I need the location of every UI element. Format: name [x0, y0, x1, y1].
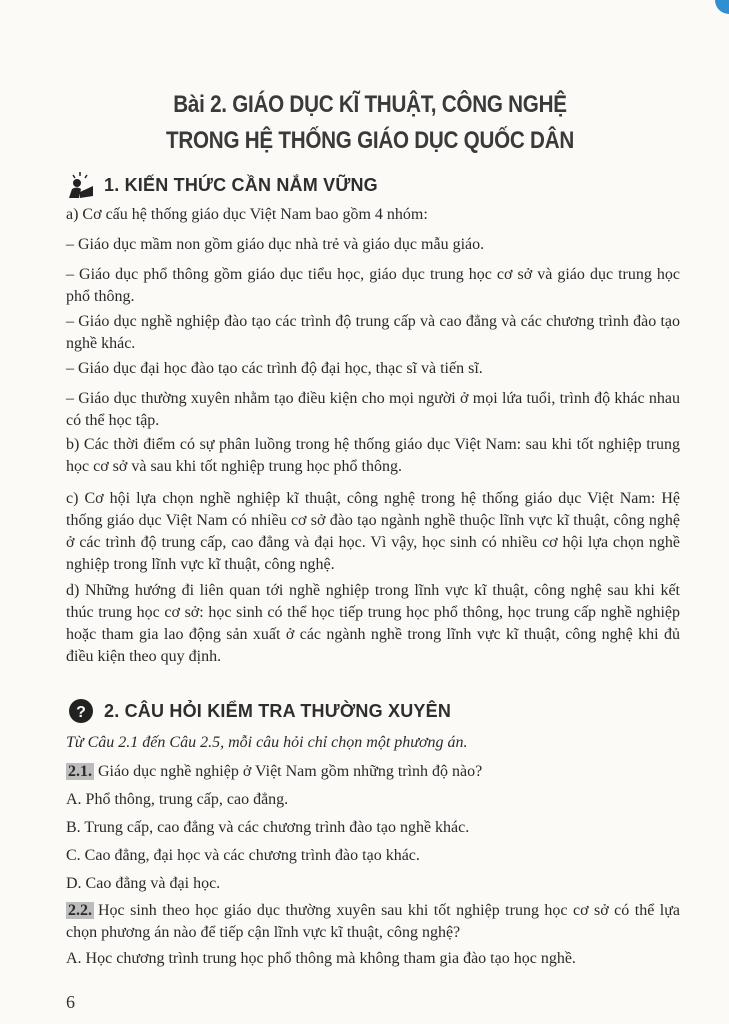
option-b: B. Trung cấp, cao đẳng và các chương trình đào tạo nghề khác.: [66, 819, 470, 836]
paragraph-c: c) Cơ hội lựa chọn nghề nghiệp kĩ thuật, công nghệ trong hệ thống giáo dục Việt Nam: Hệ thống giáo dục Việt Nam có nhiều cơ sở đào tạo ngành nghề thuộc lĩnh vực kĩ thuật, công nghệ ở các trình độ trung cấp, cao đẳng và đại học. Vì vậy, học sinh có nhiều cơ hội lựa chọn nghề nghiệp trong lĩnh vực kĩ thuật, công nghệ.: [66, 490, 680, 573]
question-mark-icon: [66, 696, 96, 726]
section-2-heading: [66, 696, 451, 726]
lesson-title-line-1: Bài 2. GIÁO DỤC KĨ THUẬT, CÔNG NGHỆ: [173, 91, 567, 118]
section-1-heading: [66, 170, 378, 200]
lesson-title-line-2: TRONG HỆ THỐNG GIÁO DỤC QUỐC DÂN: [166, 127, 574, 154]
question-number: 2.1.: [68, 763, 92, 780]
paragraph-dai-hoc: – Giáo dục đại học đào tạo các trình độ đại học, thạc sĩ và tiến sĩ.: [66, 360, 483, 377]
instruction-text: Từ Câu 2.1 đến Câu 2.5, mỗi câu hỏi chỉ chọn một phương án.: [66, 734, 468, 751]
question-2-2: [66, 900, 680, 944]
question-text: Học sinh theo học giáo dục thường xuyên sau khi tốt nghiệp trung học cơ sở có thể lựa chọn phương án nào để tiếp cận lĩnh vực kĩ thuật, công nghệ?: [66, 902, 680, 941]
section-1-heading-text: 1. KIẾN THỨC CẦN NẮM VỮNG: [104, 174, 378, 195]
paragraph-nghe-nghiep: – Giáo dục nghề nghiệp đào tạo các trình độ trung cấp và cao đẳng và các chương trình đào tạo nghề khác.: [66, 313, 680, 352]
option-a: A. Học chương trình trung học phổ thông mà không tham gia đào tạo học nghề.: [66, 950, 576, 967]
paragraph-b: b) Các thời điểm có sự phân luồng trong hệ thống giáo dục Việt Nam: sau khi tốt nghiệp trung học cơ sở và sau khi tốt nghiệp trung học phổ thông.: [66, 436, 680, 475]
question-text: Giáo dục nghề nghiệp ở Việt Nam gồm những trình độ nào?: [98, 763, 483, 780]
page-number: 6: [66, 992, 75, 1012]
paragraph-thuong-xuyen: – Giáo dục thường xuyên nhằm tạo điều kiện cho mọi người ở mọi lứa tuổi, trình độ khác nhau có thể học tập.: [66, 390, 680, 429]
option-d: D. Cao đẳng và đại học.: [66, 875, 221, 892]
page-corner-decoration: [715, 0, 729, 14]
question-number: 2.2.: [68, 902, 92, 919]
option-a: A. Phổ thông, trung cấp, cao đẳng.: [66, 791, 289, 808]
paragraph-mam-non: – Giáo dục mầm non gồm giáo dục nhà trẻ và giáo dục mẫu giáo.: [66, 236, 485, 253]
reading-person-icon: [66, 170, 96, 200]
option-c: C. Cao đẳng, đại học và các chương trình đào tạo khác.: [66, 847, 420, 864]
paragraph-a: a) Cơ cấu hệ thống giáo dục Việt Nam bao gồm 4 nhóm:: [66, 206, 428, 223]
svg-text:?: ?: [76, 704, 86, 721]
paragraph-pho-thong: – Giáo dục phổ thông gồm giáo dục tiểu học, giáo dục trung học cơ sở và giáo dục trung học phổ thông.: [66, 266, 680, 305]
section-2-heading-text: 2. CÂU HỎI KIỂM TRA THƯỜNG XUYÊN: [104, 700, 452, 721]
question-2-1: [66, 761, 680, 783]
paragraph-d: d) Những hướng đi liên quan tới nghề nghiệp trong lĩnh vực kĩ thuật, công nghệ sau khi kết thúc trung học cơ sở: học sinh có thể học tiếp trung học phổ thông, học trung cấp nghề nghiệp hoặc tham gia lao động sản xuất ở các ngành nghề trong lĩnh vực kĩ thuật, công nghệ khi đủ điều kiện theo quy định.: [66, 582, 680, 665]
